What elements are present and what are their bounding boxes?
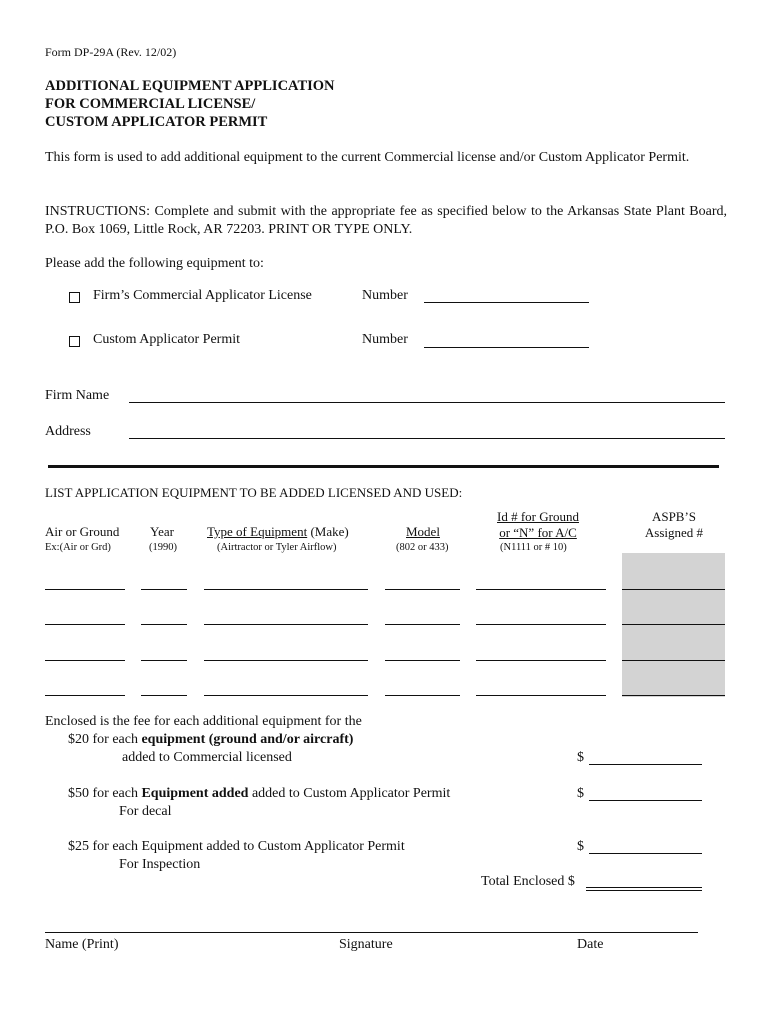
col-model-example: (802 or 433) xyxy=(396,542,449,553)
firm-name-field[interactable] xyxy=(129,402,725,403)
fee2-bold: Equipment added xyxy=(141,786,249,801)
fee1-currency: $ xyxy=(577,750,584,765)
address-field[interactable] xyxy=(129,438,725,439)
fee3-line2: For Inspection xyxy=(119,857,201,872)
instructions-text: INSTRUCTIONS: Complete and submit with the appropriate fee as specified below to the Arkansas State Plant Board, P.O. Box 1069, Little Rock, AR 72203. PRINT OR TYPE ONLY. xyxy=(45,204,727,237)
fee2-currency: $ xyxy=(577,786,584,801)
row2-aspb-field xyxy=(622,624,725,625)
firm-name-label: Firm Name xyxy=(45,388,110,403)
col-model: Model xyxy=(406,524,440,539)
signature-label: Signature xyxy=(339,937,393,952)
fee-item-1 xyxy=(68,731,353,749)
title-line-2: FOR COMMERCIAL LICENSE/ xyxy=(45,96,256,112)
commercial-license-number-field[interactable] xyxy=(424,302,589,303)
title-line-1: ADDITIONAL EQUIPMENT APPLICATION xyxy=(45,78,335,94)
title-line-3: CUSTOM APPLICATOR PERMIT xyxy=(45,114,268,130)
total-enclosed-field[interactable] xyxy=(586,887,702,888)
col-id-line-1: Id # for Ground xyxy=(497,509,579,524)
col-type-example: (Airtractor or Tyler Airflow) xyxy=(217,542,337,553)
commercial-license-number-label: Number xyxy=(362,288,408,303)
form-title xyxy=(45,77,335,131)
total-enclosed-label: Total Enclosed $ xyxy=(481,874,575,889)
form-id: Form DP-29A (Rev. 12/02) xyxy=(45,45,177,59)
custom-permit-checkbox[interactable] xyxy=(69,336,80,347)
row3-type-field[interactable] xyxy=(204,660,368,661)
row3-model-field[interactable] xyxy=(385,660,460,661)
purpose-text: This form is used to add additional equipment to the current Commercial license and/or Custom Applicator Permit. xyxy=(45,150,690,165)
name-print-label: Name (Print) xyxy=(45,937,119,952)
col-id xyxy=(478,509,598,541)
fee-item-2 xyxy=(68,785,450,803)
row4-id-field[interactable] xyxy=(476,695,606,696)
fee1-line2: added to Commercial licensed xyxy=(122,750,292,765)
col-aspb-line-2: Assigned # xyxy=(644,525,704,540)
row4-air-or-ground-field[interactable] xyxy=(45,695,125,696)
aspb-shaded-area xyxy=(622,553,725,697)
row2-air-or-ground-field[interactable] xyxy=(45,624,125,625)
row3-air-or-ground-field[interactable] xyxy=(45,660,125,661)
col-aspb xyxy=(625,509,723,541)
equipment-heading: LIST APPLICATION EQUIPMENT TO BE ADDED LICENSED AND USED: xyxy=(45,485,463,500)
row2-type-field[interactable] xyxy=(204,624,368,625)
col-type-of-equipment xyxy=(207,524,349,540)
row2-id-field[interactable] xyxy=(476,624,606,625)
custom-permit-label: Custom Applicator Permit xyxy=(93,332,240,347)
custom-permit-number-field[interactable] xyxy=(424,347,589,348)
row4-year-field[interactable] xyxy=(141,695,187,696)
row1-air-or-ground-field[interactable] xyxy=(45,589,125,590)
fee3-amount-field[interactable] xyxy=(589,853,702,854)
fee1-bold: equipment (ground and/or aircraft) xyxy=(141,732,354,747)
fee3-currency: $ xyxy=(577,839,584,854)
row1-id-field[interactable] xyxy=(476,589,606,590)
fee2-rest: added to Custom Applicator Permit xyxy=(248,786,451,801)
col-type-suffix: (Make) xyxy=(307,524,349,539)
row1-model-field[interactable] xyxy=(385,589,460,590)
custom-permit-number-label: Number xyxy=(362,332,408,347)
fee1-amount: $20 for each xyxy=(68,732,142,747)
commercial-license-checkbox[interactable] xyxy=(69,292,80,303)
col-year: Year xyxy=(150,524,174,539)
row4-aspb-field xyxy=(622,695,725,696)
row3-id-field[interactable] xyxy=(476,660,606,661)
fee-item-3: $25 for each Equipment added to Custom Applicator Permit xyxy=(68,839,405,854)
col-id-example: (N1111 or # 10) xyxy=(500,542,567,553)
row4-model-field[interactable] xyxy=(385,695,460,696)
col-air-or-ground: Air or Ground xyxy=(45,524,120,539)
fee1-amount-field[interactable] xyxy=(589,764,702,765)
fee2-line2: For decal xyxy=(119,804,172,819)
row3-aspb-field xyxy=(622,660,725,661)
row3-year-field[interactable] xyxy=(141,660,187,661)
col-year-example: (1990) xyxy=(149,542,177,553)
col-aspb-line-1: ASPB’S xyxy=(651,509,697,524)
fee-intro: Enclosed is the fee for each additional equipment for the xyxy=(45,714,362,729)
commercial-license-label: Firm’s Commercial Applicator License xyxy=(93,288,312,303)
row2-year-field[interactable] xyxy=(141,624,187,625)
col-air-or-ground-example: Ex:(Air or Grd) xyxy=(45,542,111,553)
row2-model-field[interactable] xyxy=(385,624,460,625)
date-label: Date xyxy=(577,937,604,952)
fee2-amount-field[interactable] xyxy=(589,800,702,801)
signature-line[interactable] xyxy=(45,932,698,933)
row1-type-field[interactable] xyxy=(204,589,368,590)
address-label: Address xyxy=(45,424,91,439)
col-type-label: Type of Equipment xyxy=(207,524,308,539)
total-enclosed-double-underline xyxy=(586,890,702,891)
col-id-line-2: or “N” for A/C xyxy=(499,525,577,540)
row1-aspb-field xyxy=(622,589,725,590)
row1-year-field[interactable] xyxy=(141,589,187,590)
add-to-text: Please add the following equipment to: xyxy=(45,256,264,271)
row4-type-field[interactable] xyxy=(204,695,368,696)
section-divider xyxy=(48,465,719,468)
fee2-amount: $50 for each xyxy=(68,786,142,801)
